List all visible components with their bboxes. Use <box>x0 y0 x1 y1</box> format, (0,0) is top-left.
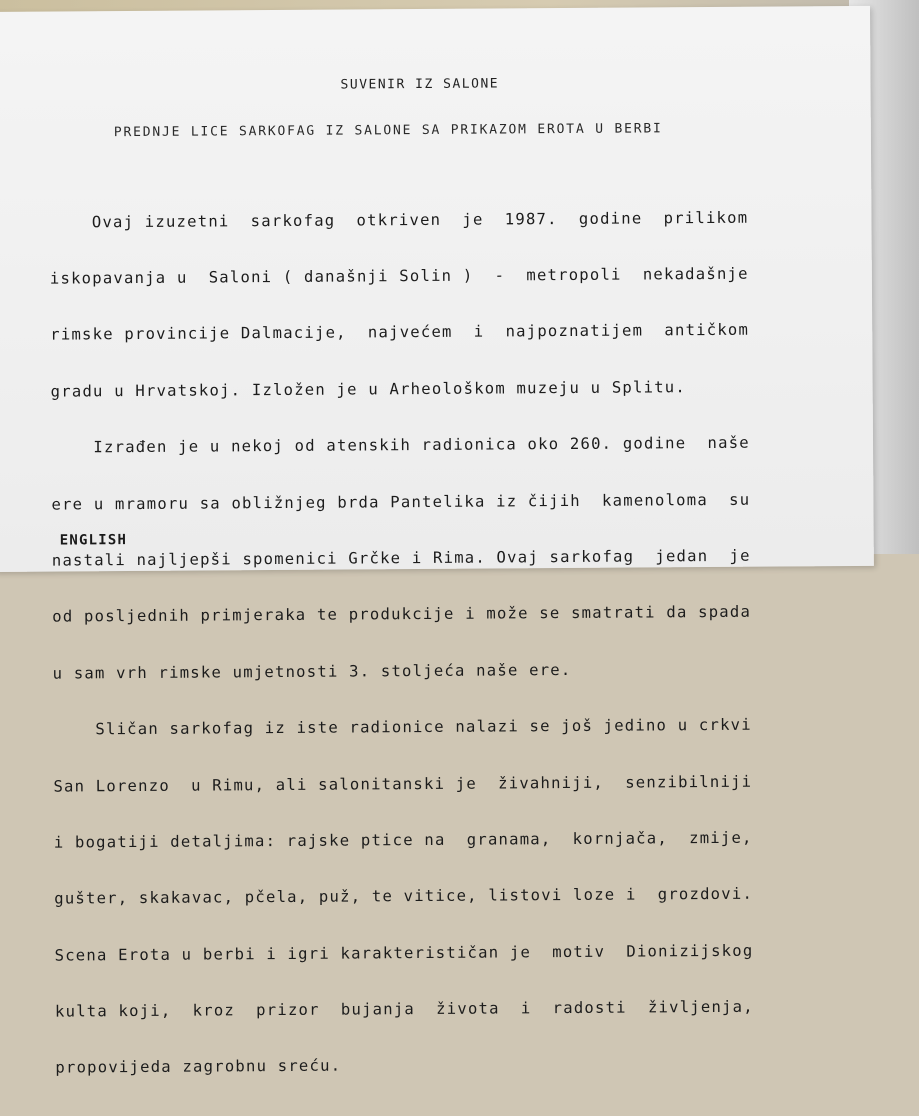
document-subtitle: PREDNJE LICE SARKOFAG IZ SALONE SA PRIKAZOM EROTA U BERBI <box>113 121 663 141</box>
section-heading-english: ENGLISH <box>59 532 128 549</box>
body-line: od posljednih primjeraka te produkcije i može se smatrati da spada <box>52 603 752 626</box>
body-line: gradu u Hrvatskoj. Izložen je u Arheološkom muzeju u Splitu. <box>50 377 686 401</box>
body-line: ere u mramoru sa obližnjeg brda Pantelika iz čijih kamenoloma su <box>51 490 751 514</box>
body-line: i bogatiji detaljima: rajske ptice na granama, kornjača, zmije, <box>53 828 753 852</box>
body-line: gušter, skakavac, pčela, puž, te vitice, listovi loze i grozdovi. <box>54 884 754 908</box>
paper-sheet <box>0 6 874 1078</box>
document-body <box>49 171 754 1116</box>
body-line: nastali najljepši spomenici Grčke i Rima. Ovaj sarkofag jedan je <box>51 546 751 570</box>
body-line: rimske provincije Dalmacije, najvećem i najpoznatijem antičkom <box>50 321 750 344</box>
body-line: kulta koji, kroz prizor bujanja života i radosti življenja, <box>54 997 754 1021</box>
body-line: Scena Erota u berbi i igri karakterističan je motiv Dionizijskog <box>54 941 754 965</box>
body-line: San Lorenzo u Rimu, ali salonitanski je živahniji, senzibilniji <box>53 772 753 796</box>
body-line: Izrađen je u nekoj od atenskih radionica oko 260. godine naše <box>50 433 750 457</box>
document-title: SUVENIR IZ SALONE <box>340 76 500 93</box>
body-line: u sam vrh rimske umjetnosti 3. stoljeća naše ere. <box>52 660 572 683</box>
body-line: Sličan sarkofag iz iste radionice nalazi se još jedino u crkvi <box>52 715 752 739</box>
body-line: iskopavanja u Saloni ( današnji Solin ) - metropoli nekadašnje <box>49 264 749 288</box>
body-line: Ovaj izuzetni sarkofag otkriven je 1987. godine prilikom <box>49 208 749 232</box>
body-line: propovijeda zagrobnu sreću. <box>55 1057 342 1078</box>
